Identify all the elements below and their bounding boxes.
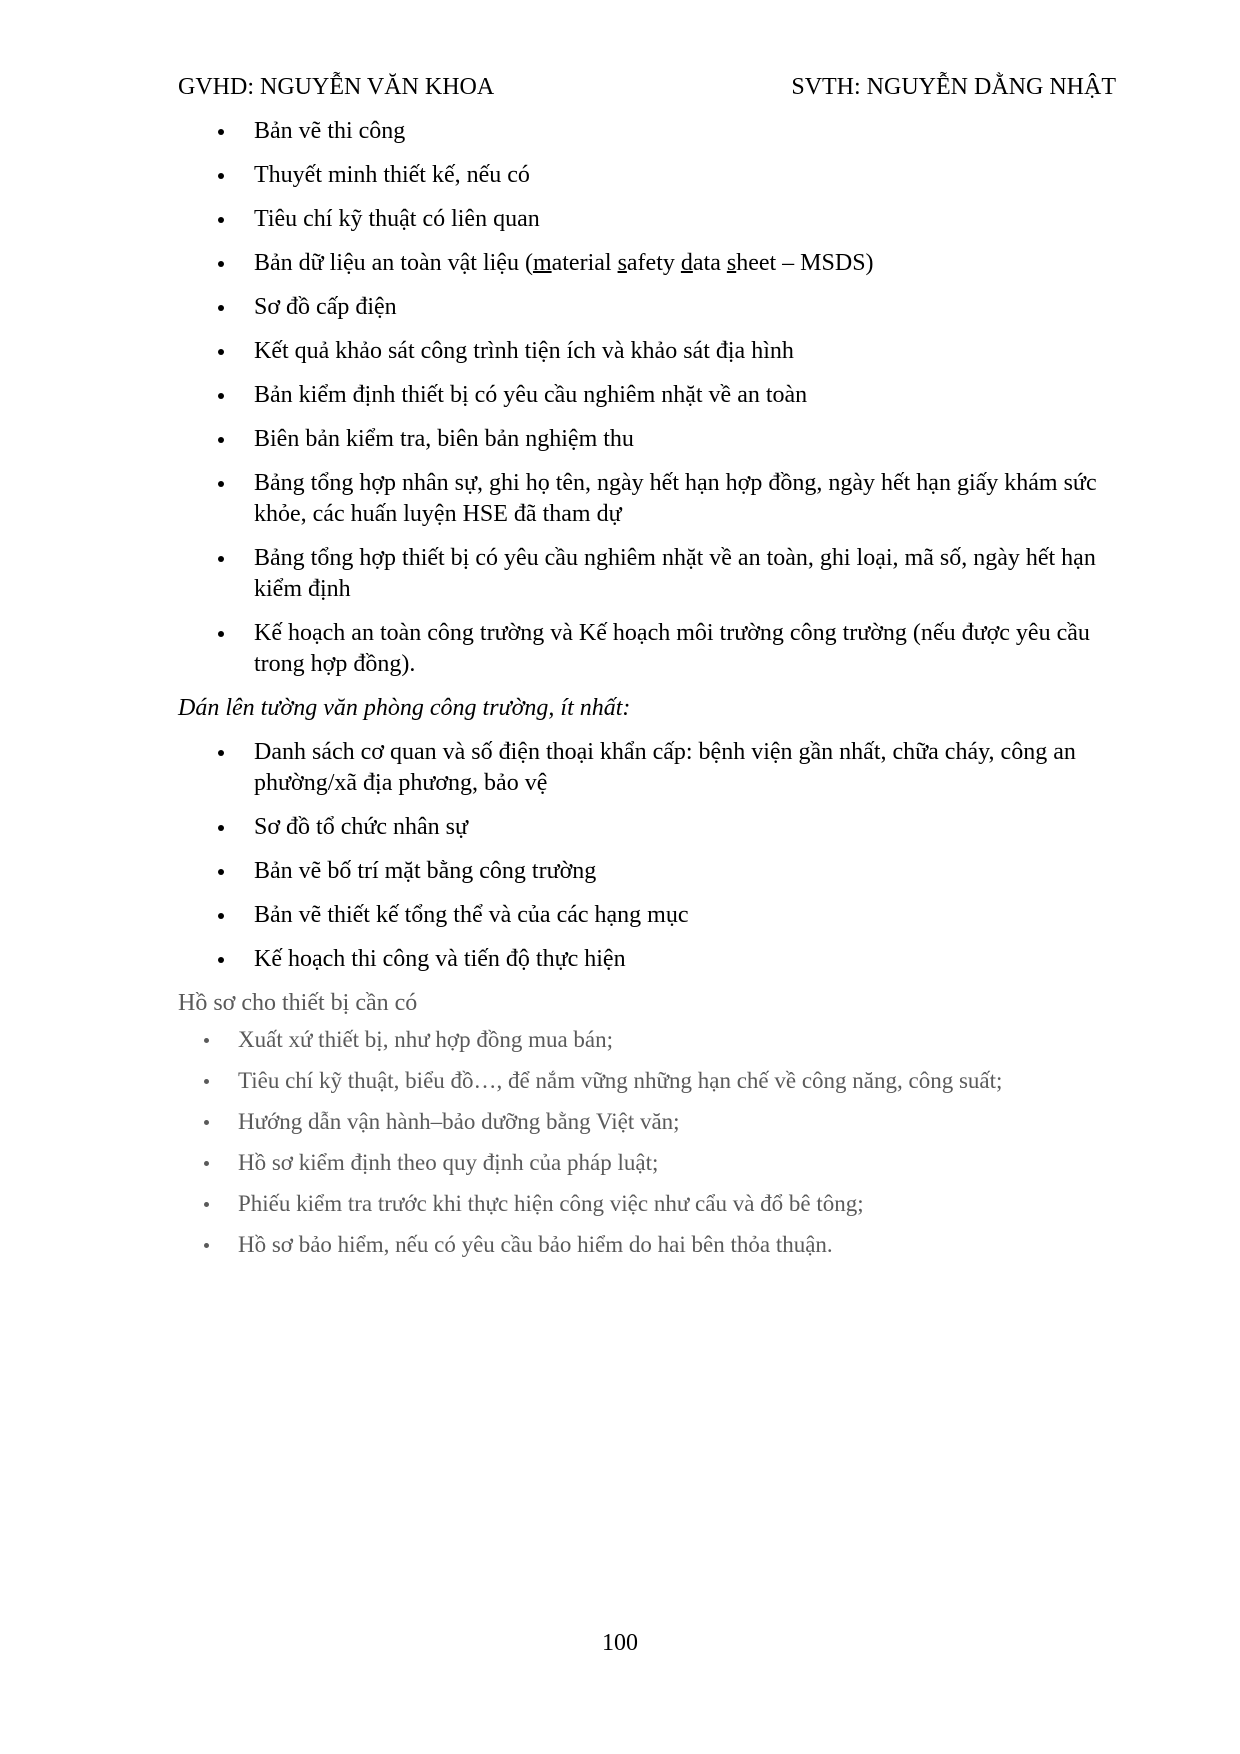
- bullet-icon: [218, 913, 224, 919]
- list-item: Biên bản kiểm tra, biên bản nghiệm thu: [178, 424, 1128, 455]
- list-item: Danh sách cơ quan và số điện thoại khẩn cấp: bệnh viện gần nhất, chữa cháy, công an phường/xã địa phương, bảo vệ: [178, 737, 1128, 799]
- bullet-icon: [218, 349, 224, 355]
- list-item: Tiêu chí kỹ thuật có liên quan: [178, 204, 1128, 235]
- bullet-icon: [204, 1038, 209, 1043]
- list-item: Bản vẽ thiết kế tổng thể và của các hạng mục: [178, 900, 1128, 931]
- bullet-icon: [218, 825, 224, 831]
- list-item: Phiếu kiểm tra trước khi thực hiện công việc như cẩu và đổ bê tông;: [178, 1189, 1128, 1219]
- list-item: Bản vẽ bố trí mặt bằng công trường: [178, 856, 1128, 887]
- bullet-icon: [218, 957, 224, 963]
- section-title: Hồ sơ cho thiết bị cần có: [178, 990, 418, 1016]
- page-header: [178, 72, 1116, 102]
- bullet-icon: [218, 869, 224, 875]
- list-item: Bản kiểm định thiết bị có yêu cầu nghiêm nhặt về an toàn: [178, 380, 1128, 411]
- msds-text: Bản dữ liệu an toàn vật liệu (material safety data sheet – MSDS): [254, 250, 874, 276]
- list-item: Xuất xứ thiết bị, như hợp đồng mua bán;: [178, 1025, 1128, 1055]
- document-list-1: [178, 116, 1128, 680]
- section-intro: Dán lên tường văn phòng công trường, ít nhất:: [178, 695, 631, 721]
- page-number: 100: [602, 1630, 638, 1656]
- bullet-icon: [204, 1202, 209, 1207]
- bullet-icon: [204, 1120, 209, 1125]
- equipment-section: [178, 988, 1128, 1260]
- header-student: SVTH: NGUYỄN DẰNG NHẬT: [791, 74, 1116, 100]
- list-item: Sơ đồ tổ chức nhân sự: [178, 812, 1128, 843]
- list-item: Sơ đồ cấp điện: [178, 292, 1128, 323]
- header-supervisor: GVHD: NGUYỄN VĂN KHOA: [178, 74, 495, 100]
- list-item: Hướng dẫn vận hành–bảo dưỡng bằng Việt văn;: [178, 1107, 1128, 1137]
- bullet-icon: [218, 173, 224, 179]
- bullet-icon: [218, 631, 224, 637]
- list-item: Thuyết minh thiết kế, nếu có: [178, 160, 1128, 191]
- list-item: Bảng tổng hợp thiết bị có yêu cầu nghiêm nhặt về an toàn, ghi loại, mã số, ngày hết hạn kiểm định: [178, 543, 1128, 605]
- bullet-icon: [218, 217, 224, 223]
- list-item: Kế hoạch thi công và tiến độ thực hiện: [178, 944, 1128, 975]
- bullet-icon: [204, 1079, 209, 1084]
- list-item: Tiêu chí kỹ thuật, biểu đồ…, để nắm vững những hạn chế về công năng, công suất;: [178, 1066, 1128, 1096]
- bullet-icon: [218, 481, 224, 487]
- list-item: Kế hoạch an toàn công trường và Kế hoạch môi trường công trường (nếu được yêu cầu trong hợp đồng).: [178, 618, 1128, 680]
- list-item: Bản vẽ thi công: [178, 116, 1128, 147]
- bullet-icon: [218, 750, 224, 756]
- list-item: Hồ sơ bảo hiểm, nếu có yêu cầu bảo hiểm do hai bên thỏa thuận.: [178, 1230, 1128, 1260]
- bullet-icon: [218, 261, 224, 267]
- list-item: Kết quả khảo sát công trình tiện ích và khảo sát địa hình: [178, 336, 1128, 367]
- document-list-3: [178, 1025, 1128, 1260]
- list-item-msds: [178, 248, 1128, 279]
- bullet-icon: [204, 1161, 209, 1166]
- list-item: Bảng tổng hợp nhân sự, ghi họ tên, ngày hết hạn hợp đồng, ngày hết hạn giấy khám sức khỏe, các huấn luyện HSE đã tham dự: [178, 468, 1128, 530]
- bullet-icon: [218, 556, 224, 562]
- list-item: Hồ sơ kiểm định theo quy định của pháp luật;: [178, 1148, 1128, 1178]
- bullet-icon: [204, 1243, 209, 1248]
- page-content: [178, 116, 1128, 1271]
- bullet-icon: [218, 305, 224, 311]
- bullet-icon: [218, 393, 224, 399]
- document-list-2: [178, 737, 1128, 975]
- bullet-icon: [218, 129, 224, 135]
- bullet-icon: [218, 437, 224, 443]
